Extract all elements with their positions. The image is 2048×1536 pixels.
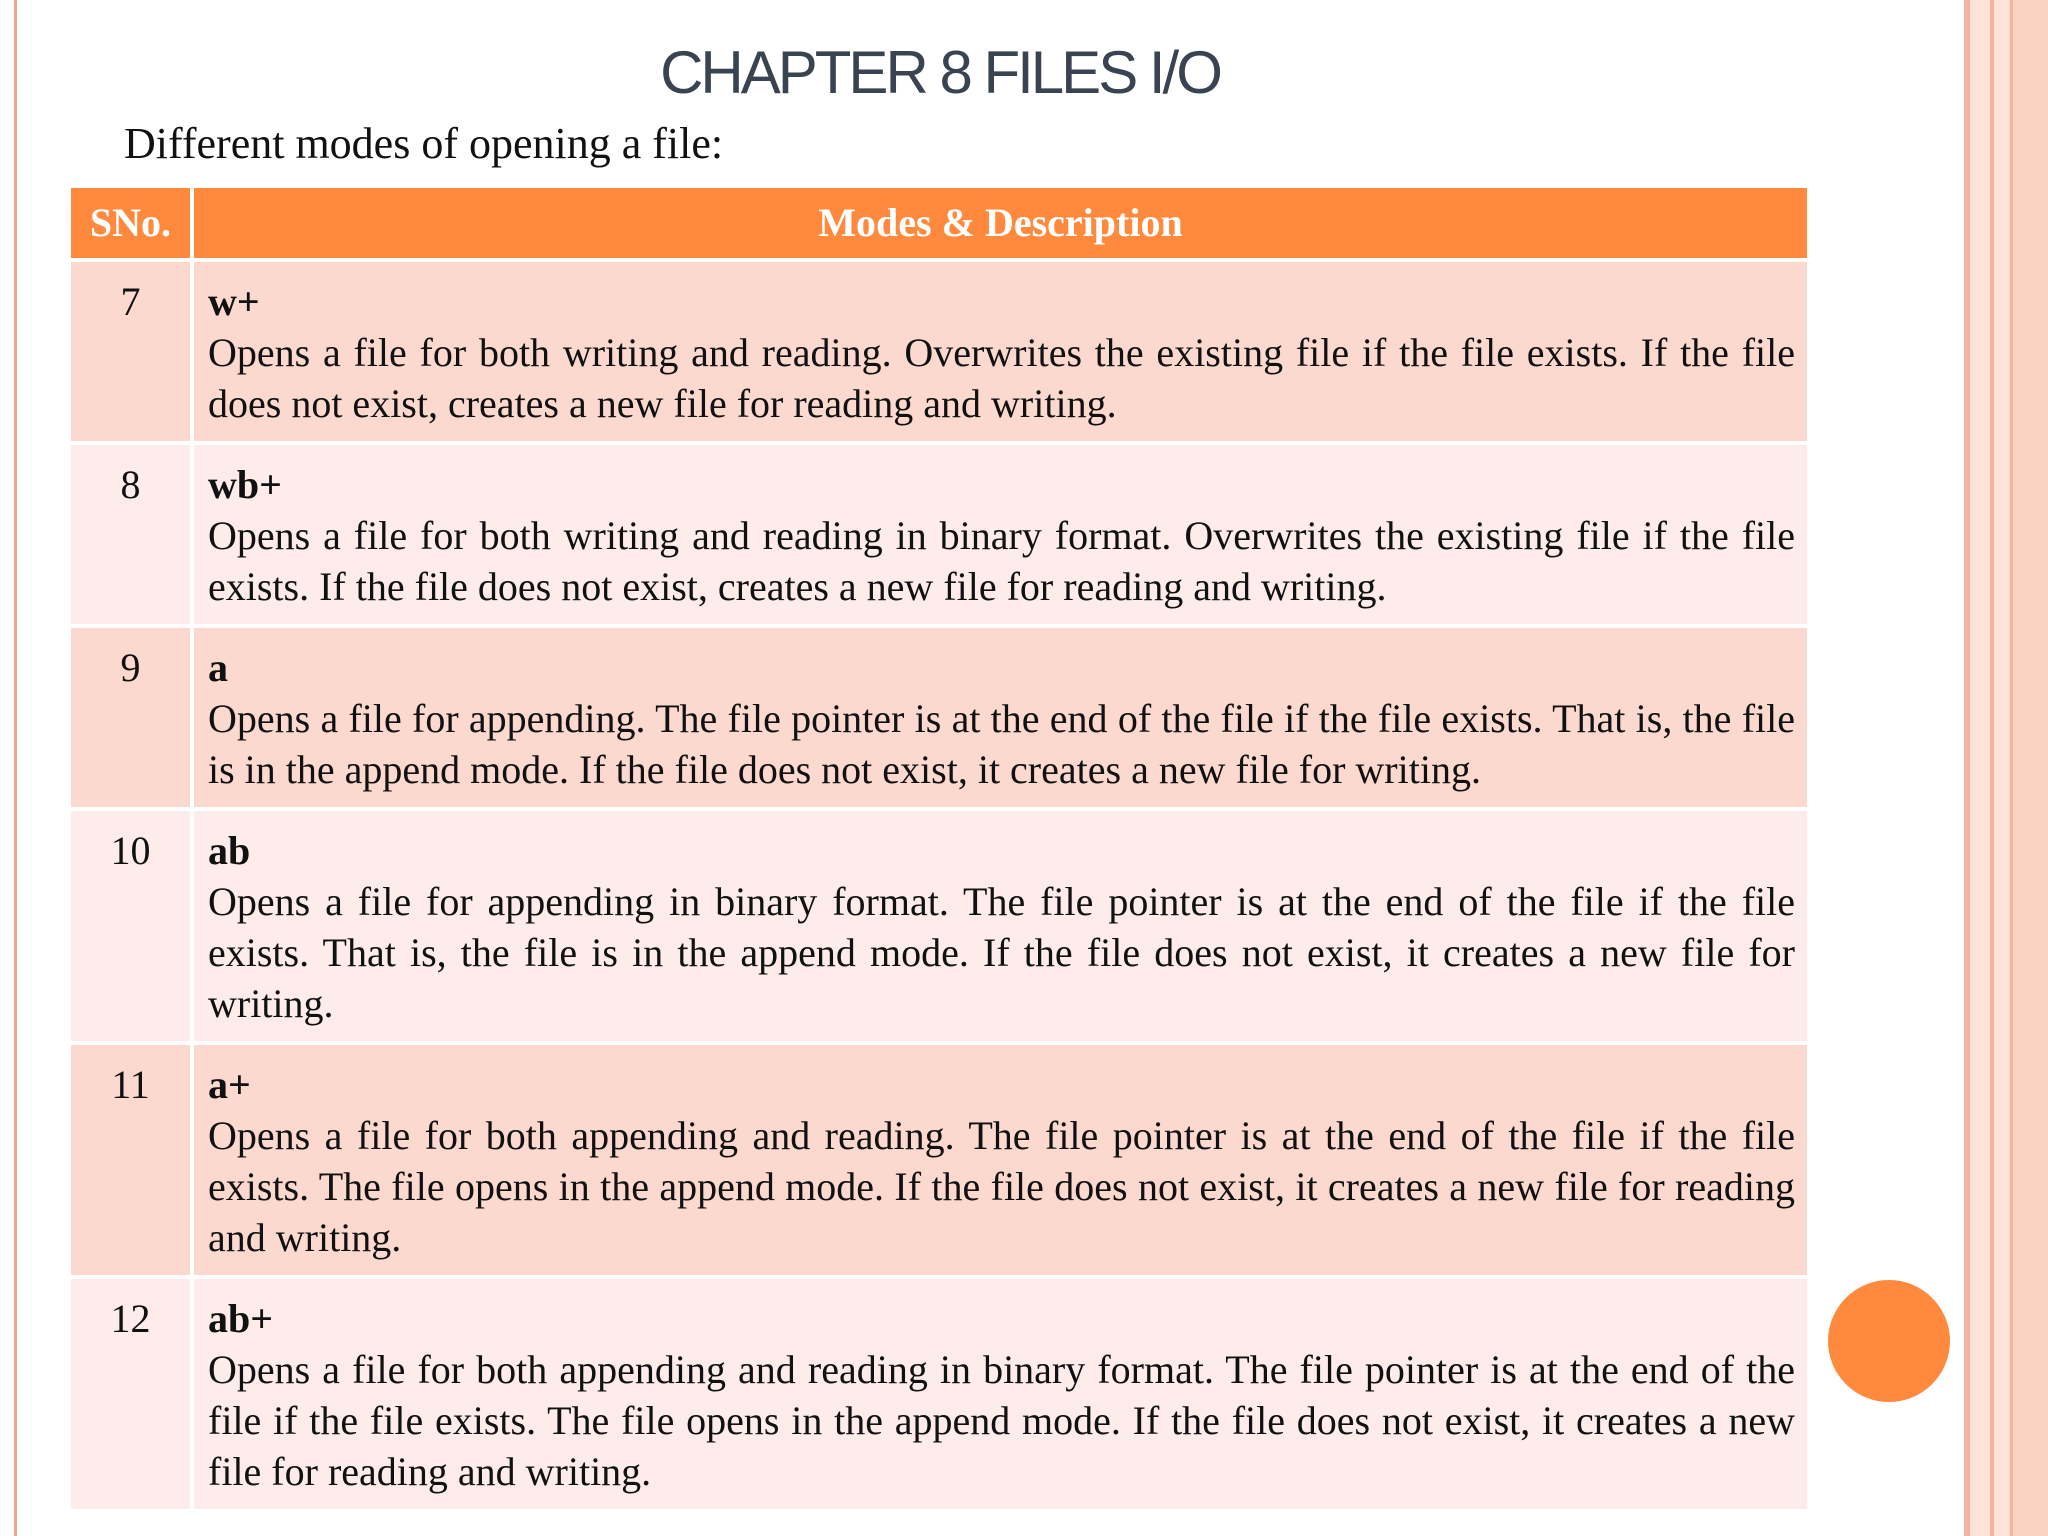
mode-name: ab+ [208,1296,274,1341]
row-sno: 12 [71,1277,192,1511]
row-description-cell [192,1277,1807,1511]
mode-description: Opens a file for both writing and reading in binary format. Overwrites the existing file if the file exists. If the file does not exist, creates a new file for reading and writing. [208,513,1795,609]
row-description-cell [192,1043,1807,1277]
row-sno: 8 [71,443,192,626]
row-sno: 11 [71,1043,192,1277]
slide-title: CHAPTER 8 FILES I/O [660,39,1220,106]
header-sno: SNo. [71,188,192,260]
row-description-cell [192,260,1807,443]
decorative-circle [1828,1280,1950,1402]
mode-description: Opens a file for both appending and reading in binary format. The file pointer is at the end of the file if the file exists. The file opens in the append mode. If the file does not exist, it creates a new file for reading and writing. [208,1347,1795,1494]
table-row [71,1043,1807,1277]
slide-subtitle: Different modes of opening a file: [124,119,724,168]
mode-name: wb+ [208,462,282,507]
row-sno: 7 [71,260,192,443]
row-sno: 10 [71,809,192,1043]
right-decorative-stripes [1964,0,2048,1536]
mode-description: Opens a file for appending in binary format. The file pointer is at the end of the file if the file exists. That is, the file is in the append mode. If the file does not exist, it creates a new file for writing. [208,879,1795,1026]
row-description-cell [192,809,1807,1043]
stripe [2013,0,2048,1536]
mode-description: Opens a file for both appending and reading. The file pointer is at the end of the file if the file exists. The file opens in the append mode. If the file does not exist, it creates a new file for reading and writing. [208,1113,1795,1260]
table-row [71,809,1807,1043]
mode-description: Opens a file for appending. The file pointer is at the end of the file if the file exists. That is, the file is in the append mode. If the file does not exist, it creates a new file for writing. [208,696,1795,792]
row-description-cell [192,626,1807,809]
mode-name: w+ [208,279,260,324]
left-border-line [14,0,17,1536]
row-sno: 9 [71,626,192,809]
table-row [71,626,1807,809]
header-description: Modes & Description [192,188,1807,260]
stripe [1994,0,2010,1536]
mode-name: a [208,645,228,690]
table-row [71,443,1807,626]
table-header-row [71,188,1807,260]
mode-name: a+ [208,1062,251,1107]
row-description-cell [192,443,1807,626]
table-row [71,1277,1807,1511]
mode-description: Opens a file for both writing and reading. Overwrites the existing file if the file exists. If the file does not exist, creates a new file for reading and writing. [208,330,1795,426]
mode-name: ab [208,828,251,873]
file-modes-table [71,188,1807,1513]
stripe [1970,0,1990,1536]
table-row [71,260,1807,443]
